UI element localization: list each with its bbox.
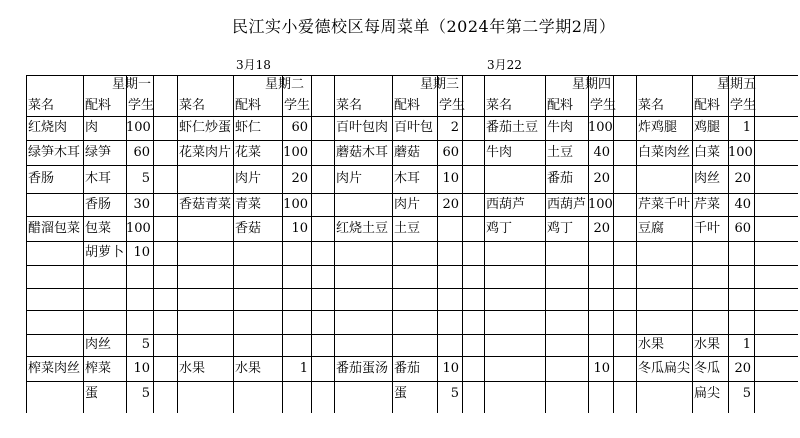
grid-line-vertical xyxy=(153,75,154,413)
dish-name: 牛肉 xyxy=(486,145,513,160)
column-header: 菜名 xyxy=(638,98,665,113)
ingredient: 水果 xyxy=(235,361,262,376)
dish-name: 水果 xyxy=(638,337,665,352)
ingredient: 香肠 xyxy=(85,197,112,212)
column-header: 学生 xyxy=(590,98,617,113)
ingredient: 西葫芦 xyxy=(547,197,587,212)
day-header: 星期一 xyxy=(112,77,152,92)
dish-name: 肉片 xyxy=(336,171,363,186)
day-header: 星期二 xyxy=(265,77,305,92)
dish-name: 番茄蛋汤 xyxy=(336,361,389,376)
column-header: 配料 xyxy=(235,98,262,113)
column-header: 菜名 xyxy=(28,98,55,113)
ingredient: 土豆 xyxy=(394,221,421,236)
grid-line-horizontal xyxy=(26,288,798,289)
student-quantity: 20 xyxy=(593,171,610,186)
column-header: 学生 xyxy=(439,98,466,113)
student-quantity: 20 xyxy=(291,171,308,186)
student-quantity: 5 xyxy=(450,386,459,401)
ingredient: 榨菜 xyxy=(85,361,112,376)
student-quantity: 1 xyxy=(742,337,751,352)
student-quantity: 30 xyxy=(133,197,150,212)
day-header: 星期四 xyxy=(572,77,612,92)
grid-line-vertical xyxy=(311,75,312,413)
student-quantity: 10 xyxy=(442,171,459,186)
ingredient: 蘑菇 xyxy=(394,145,421,160)
dish-name: 水果 xyxy=(179,361,206,376)
dish-name: 红烧土豆 xyxy=(336,221,389,236)
ingredient: 番茄 xyxy=(394,361,421,376)
ingredient: 白菜 xyxy=(694,145,721,160)
column-header: 菜名 xyxy=(336,98,363,113)
student-quantity: 100 xyxy=(588,120,613,135)
column-header: 学生 xyxy=(284,98,311,113)
student-quantity: 10 xyxy=(442,361,459,376)
ingredient: 肉片 xyxy=(235,171,262,186)
ingredient: 青菜 xyxy=(235,197,262,212)
ingredient: 千叶 xyxy=(694,221,721,236)
ingredient: 香菇 xyxy=(235,221,262,236)
ingredient: 芹菜 xyxy=(694,197,721,212)
student-quantity: 60 xyxy=(133,145,150,160)
dish-name: 香肠 xyxy=(28,171,55,186)
dish-name: 绿笋木耳 xyxy=(28,145,81,160)
dish-name: 冬瓜扁尖 xyxy=(638,361,691,376)
student-quantity: 40 xyxy=(593,145,610,160)
student-quantity: 10 xyxy=(593,361,610,376)
student-quantity: 100 xyxy=(283,145,308,160)
ingredient: 土豆 xyxy=(547,145,574,160)
grid-line-vertical xyxy=(462,75,463,413)
dish-name: 虾仁炒蛋 xyxy=(179,120,232,135)
dish-name: 豆腐 xyxy=(638,221,665,236)
ingredient: 番茄 xyxy=(547,171,574,186)
student-quantity: 100 xyxy=(126,120,151,135)
day-header: 星期五 xyxy=(717,77,757,92)
day-header: 星期三 xyxy=(420,77,460,92)
student-quantity: 100 xyxy=(728,145,753,160)
menu-table xyxy=(26,75,798,413)
dish-name: 榨菜肉丝 xyxy=(28,361,81,376)
grid-line-horizontal xyxy=(26,310,798,311)
student-quantity: 100 xyxy=(588,197,613,212)
column-header: 配料 xyxy=(547,98,574,113)
ingredient: 水果 xyxy=(694,337,721,352)
week-start-date: 3月18 xyxy=(236,58,271,72)
dish-name: 白菜肉丝 xyxy=(638,145,691,160)
column-header: 配料 xyxy=(394,98,421,113)
student-quantity: 10 xyxy=(133,245,150,260)
student-quantity: 10 xyxy=(133,361,150,376)
student-quantity: 5 xyxy=(141,171,150,186)
column-header: 配料 xyxy=(694,98,721,113)
ingredient: 木耳 xyxy=(394,171,421,186)
student-quantity: 10 xyxy=(291,221,308,236)
student-quantity: 5 xyxy=(742,386,751,401)
ingredient: 肉片 xyxy=(394,197,421,212)
column-header: 学生 xyxy=(730,98,757,113)
grid-line-vertical xyxy=(754,75,755,413)
ingredient: 肉丝 xyxy=(85,337,112,352)
page-title: 民江实小爱德校区每周菜单（2024年第二学期2周） xyxy=(232,17,616,36)
week-end-date: 3月22 xyxy=(487,58,522,72)
column-header: 菜名 xyxy=(179,98,206,113)
ingredient: 鸡丁 xyxy=(547,221,574,236)
dish-name: 番茄土豆 xyxy=(486,120,539,135)
ingredient: 胡萝卜 xyxy=(85,245,125,260)
dish-name: 西葫芦 xyxy=(486,197,526,212)
column-header: 学生 xyxy=(128,98,155,113)
ingredient: 冬瓜 xyxy=(694,361,721,376)
ingredient: 肉 xyxy=(85,120,99,135)
student-quantity: 20 xyxy=(593,221,610,236)
dish-name: 香菇青菜 xyxy=(179,197,232,212)
dish-name: 花菜肉片 xyxy=(179,145,232,160)
dish-name: 红烧肉 xyxy=(28,120,68,135)
student-quantity: 5 xyxy=(141,386,150,401)
ingredient: 牛肉 xyxy=(547,120,574,135)
student-quantity: 20 xyxy=(734,361,751,376)
ingredient: 木耳 xyxy=(85,171,112,186)
grid-line-vertical xyxy=(613,75,614,413)
dish-name: 百叶包肉 xyxy=(336,120,389,135)
grid-line-horizontal xyxy=(26,265,798,266)
student-quantity: 100 xyxy=(283,197,308,212)
student-quantity: 60 xyxy=(442,145,459,160)
student-quantity: 60 xyxy=(291,120,308,135)
student-quantity: 20 xyxy=(442,197,459,212)
ingredient: 花菜 xyxy=(235,145,262,160)
ingredient: 蛋 xyxy=(85,386,99,401)
student-quantity: 2 xyxy=(450,120,459,135)
ingredient: 包菜 xyxy=(85,221,112,236)
student-quantity: 1 xyxy=(299,361,308,376)
ingredient: 虾仁 xyxy=(235,120,262,135)
ingredient: 肉丝 xyxy=(694,171,721,186)
dish-name: 醋溜包菜 xyxy=(28,221,81,236)
student-quantity: 1 xyxy=(742,120,751,135)
student-quantity: 100 xyxy=(126,221,151,236)
column-header: 菜名 xyxy=(486,98,513,113)
student-quantity: 5 xyxy=(141,337,150,352)
column-header: 配料 xyxy=(85,98,112,113)
dish-name: 鸡丁 xyxy=(486,221,513,236)
ingredient: 百叶包 xyxy=(394,120,434,135)
dish-name: 芹菜千叶 xyxy=(638,197,691,212)
dish-name: 炸鸡腿 xyxy=(638,120,678,135)
student-quantity: 60 xyxy=(734,221,751,236)
student-quantity: 20 xyxy=(734,171,751,186)
student-quantity: 40 xyxy=(734,197,751,212)
ingredient: 蛋 xyxy=(394,386,408,401)
dish-name: 蘑菇木耳 xyxy=(336,145,389,160)
ingredient: 绿笋 xyxy=(85,145,112,160)
ingredient: 扁尖 xyxy=(694,386,721,401)
ingredient: 鸡腿 xyxy=(694,120,721,135)
